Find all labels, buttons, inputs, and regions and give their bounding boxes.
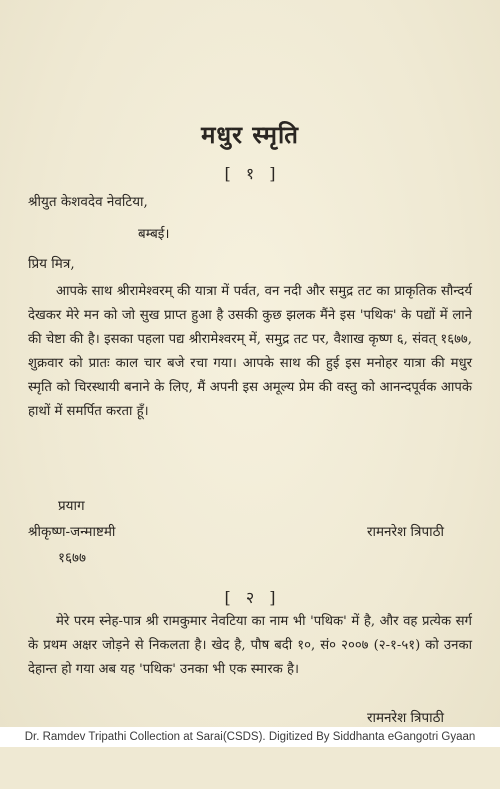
signature-1: रामनरेश त्रिपाठी: [366, 524, 444, 540]
addressee-city: बम्बई।: [138, 226, 170, 242]
occasion: श्रीकृष्ण-जन्माष्टमी: [28, 524, 116, 540]
addressee-name: श्रीयुत केशवदेव नेवटिया,: [28, 194, 148, 210]
section-1-mark: [ १ ]: [224, 164, 276, 183]
memorial-paragraph: [28, 610, 472, 682]
dedication-text: आपके साथ श्रीरामेश्वरम् की यात्रा में पर्वत, वन नदी और समुद्र तट का प्राकृतिक सौन्दर्य देखकर मेरे मन को जो सुख प्राप्त हुआ है उसकी कुछ झलक मैंने इस 'पथिक' के पद्यों में लाने की चेष्टा की है। इसका पहला पद्य श्रीरामेश्वरम् में, समुद्र तट पर, वैशाख कृष्ण ६, संवत् १६७७, शुक्रवार को प्रातः काल चार बजे रचा गया। आपके साथ की हुई इस मनोहर यात्रा की मधुर स्मृति को चिरस्थायी बनाने के लिए, मैं अपनी इस अमूल्य प्रेम की वस्तु को आनन्दपूर्वक आपके हाथों में समर्पित करता हूँ।: [28, 284, 472, 419]
memorial-text: मेरे परम स्नेह-पात्र श्री रामकुमार नेवटिया का नाम भी 'पथिक' में है, और वह प्रत्येक सर्ग के प्रथम अक्षर जोड़ने से निकलता है। खेद है, पौष बदी १०, सं० २००७ (२-१-५१) को उनका देहान्त हो गया अब यह 'पथिक' उनका भी एक स्मारक है।: [28, 614, 472, 677]
salutation: प्रिय मित्र,: [28, 256, 75, 272]
date-year: १६७७: [58, 550, 87, 566]
section-2-mark: [ २ ]: [224, 588, 276, 607]
page-bottom-margin: [0, 747, 500, 789]
digitization-credit: Dr. Ramdev Tripathi Collection at Sarai(CSDS). Digitized By Siddhanta eGangotri Gyaan: [0, 727, 500, 747]
page-title: मधुर स्मृति: [201, 120, 299, 149]
signature-2: रामनरेश त्रिपाठी: [366, 710, 444, 726]
place: प्रयाग: [58, 498, 85, 514]
dedication-paragraph: [28, 280, 472, 424]
